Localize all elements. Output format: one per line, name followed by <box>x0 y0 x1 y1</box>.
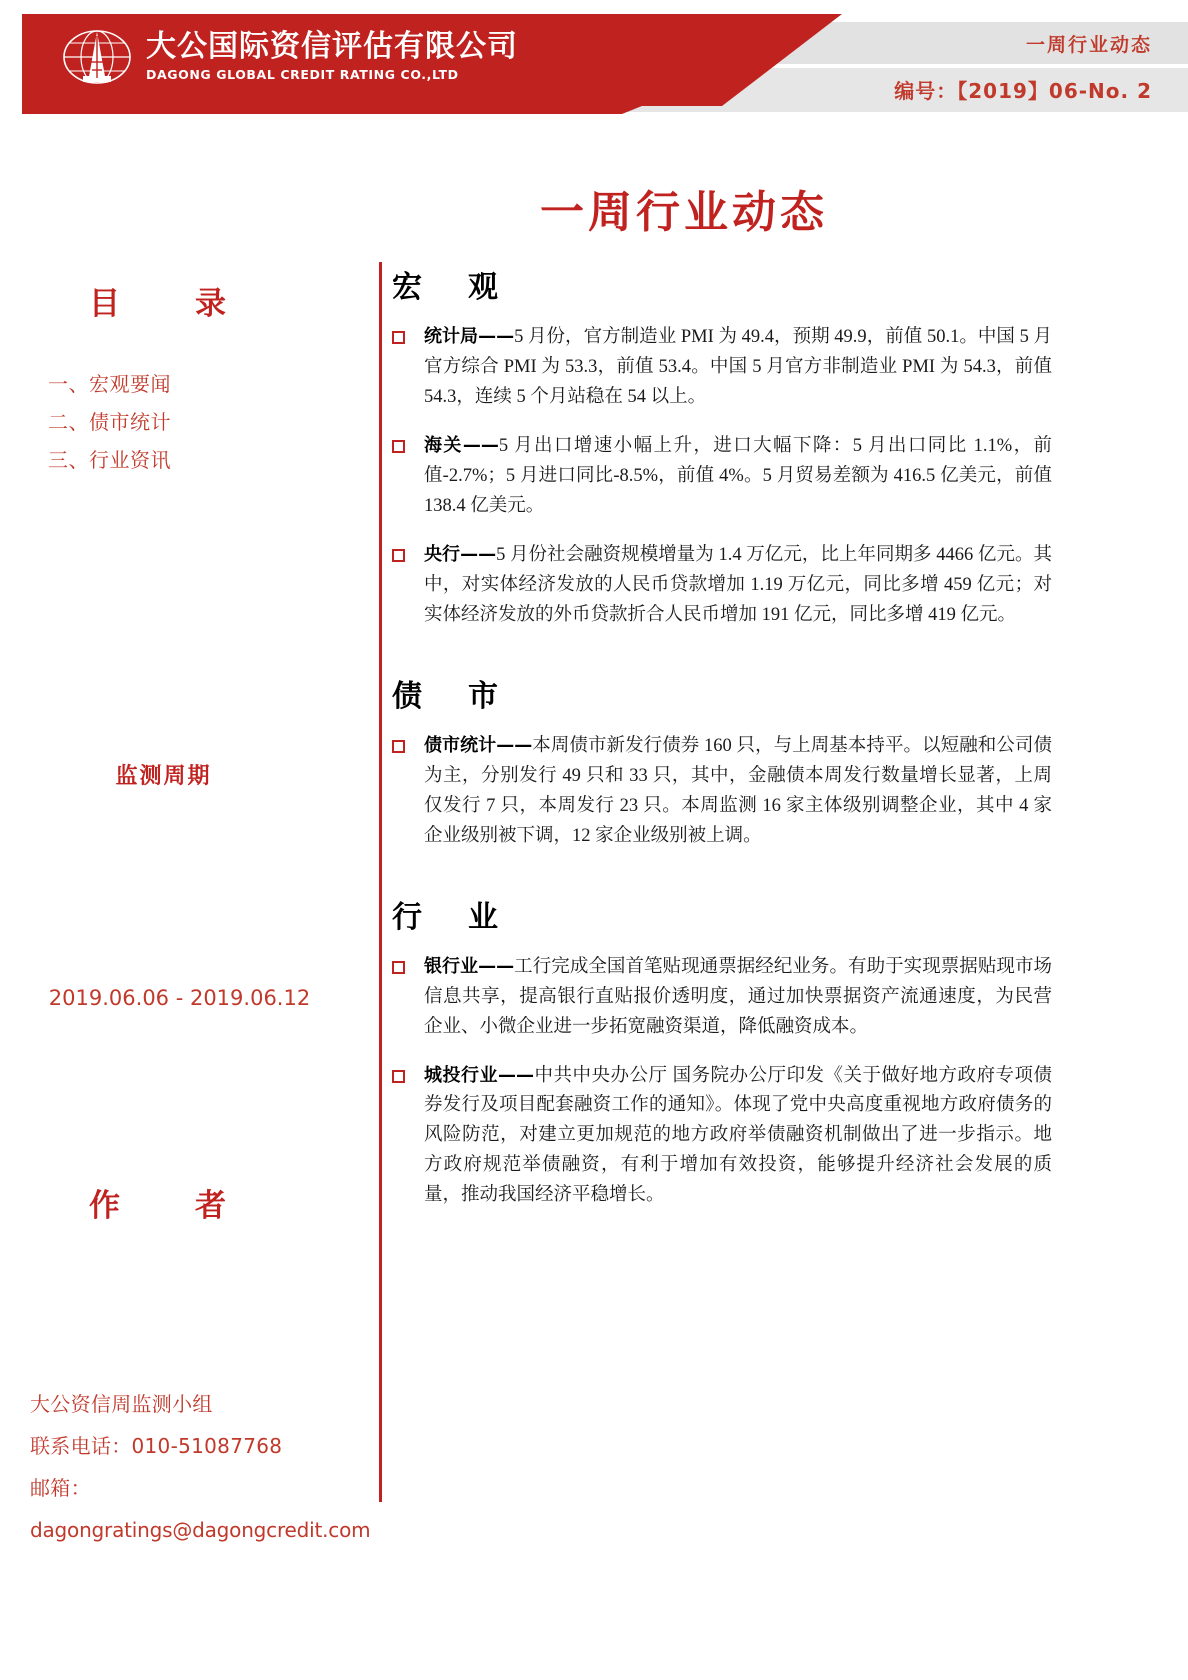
list-item <box>392 322 1052 413</box>
contact-email-label: 邮箱： <box>30 1476 91 1500</box>
period-range: 2019.06.06 - 2019.06.12 <box>48 986 311 1010</box>
contact-phone: 联系电话：010-51087768 <box>30 1434 283 1458</box>
author-heading: 作 者 <box>89 1188 248 1224</box>
square-bullet-icon <box>392 440 405 453</box>
section-heading-macro: 宏 观 <box>392 270 506 305</box>
list-item-lead: 统计局—— <box>424 326 515 347</box>
toc-list <box>0 365 379 479</box>
contact-block <box>0 1383 379 1551</box>
page-header <box>0 0 1188 112</box>
square-bullet-icon <box>392 1070 405 1083</box>
list-item-lead: 债市统计—— <box>424 734 533 756</box>
list-item <box>392 731 1052 852</box>
company-name-cn: 大公国际资信评估有限公司 <box>146 29 518 65</box>
list-item-body <box>424 322 1052 413</box>
section-bond-market-items <box>392 731 1052 852</box>
header-publication-label: 一周行业动态 <box>1025 34 1152 56</box>
list-item-body <box>424 431 1052 522</box>
section-industry-items <box>392 952 1052 1212</box>
list-item-body <box>424 1061 1052 1212</box>
list-item <box>392 540 1052 631</box>
list-item-lead: 银行业—— <box>424 955 515 977</box>
list-item-lead: 海关—— <box>424 434 499 456</box>
square-bullet-icon <box>392 740 405 753</box>
list-item-body <box>424 731 1052 852</box>
square-bullet-icon <box>392 331 405 344</box>
list-item <box>392 1061 1052 1212</box>
list-item-text: 本周债市新发行债券 160 只，与上周基本持平。以短融和公司债为主，分别发行 49 只和 33 只，其中，金融债本周发行数量增长显著，上周仅发行 7 只，本周发行 23 只。本周监测 16 家主体级别调整企业，其中 4 家企业级别被下调，12 家企业级别被上调。 <box>424 735 1052 846</box>
list-item-lead: 城投行业—— <box>424 1064 534 1086</box>
toc-heading: 目 录 <box>89 286 248 322</box>
sidebar <box>0 262 379 1551</box>
header-red-underbar <box>22 106 642 114</box>
globe-monument-logo-icon <box>62 26 132 88</box>
page-title: 一周行业动态 <box>540 187 828 238</box>
contact-team: 大公资信周监测小组 <box>30 1392 213 1416</box>
sidebar-item-macro[interactable]: 一、宏观要闻 <box>48 372 171 396</box>
header-issue-number: 编号：【2019】06-No. 2 <box>894 79 1152 103</box>
list-item-text: 5 月份，官方制造业 PMI 为 49.4，预期 49.9，前值 50.1。中国 5 月官方综合 PMI 为 53.3，前值 53.4。中国 5 月官方非制造业 PMI 为 54.3，前值 54.3，连续 5 个月站稳在 54 以上。 <box>424 327 1052 407</box>
main-content <box>392 262 1052 1229</box>
list-item-body <box>424 540 1052 631</box>
section-macro-items <box>392 322 1052 631</box>
list-item-text: 5 月出口增速小幅上升，进口大幅下降：5 月出口同比 1.1%，前值-2.7%；5 月进口同比-8.5%，前值 4%。5 月贸易差额为 416.5 亿美元，前值 138.4 亿美元。 <box>424 435 1053 516</box>
company-logo <box>62 26 518 88</box>
company-name-en: DAGONG GLOBAL CREDIT RATING CO.,LTD <box>146 67 459 83</box>
list-item-text: 中共中央办公厅 国务院办公厅印发《关于做好地方政府专项债券发行及项目配套融资工作的通知》。体现了党中央高度重视地方政府债务的风险防范，对建立更加规范的地方政府举债融资机制做出了进一步指示。地方政府规范举债融资，有利于增加有效投资，能够提升经济社会发展的质量，推动我国经济平稳增长。 <box>424 1065 1052 1206</box>
period-heading: 监测周期 <box>115 764 212 789</box>
square-bullet-icon <box>392 961 405 974</box>
contact-email[interactable]: dagongratings@dagongcredit.com <box>30 1518 371 1542</box>
square-bullet-icon <box>392 549 405 562</box>
list-item-body <box>424 952 1052 1043</box>
vertical-divider <box>379 262 382 1502</box>
list-item-text: 工行完成全国首笔贴现通票据经纪业务。有助于实现票据贴现市场信息共享，提高银行直贴报价透明度，通过加快票据资产流通速度，为民营企业、小微企业进一步拓宽融资渠道，降低融资成本。 <box>424 956 1052 1037</box>
list-item <box>392 952 1052 1043</box>
sidebar-item-industry[interactable]: 三、行业资讯 <box>48 448 171 472</box>
section-heading-industry: 行 业 <box>392 899 506 935</box>
sidebar-item-bond-market[interactable]: 二、债市统计 <box>48 410 171 434</box>
list-item <box>392 431 1052 522</box>
list-item-lead: 央行—— <box>424 543 497 565</box>
list-item-text: 5 月份社会融资规模增量为 1.4 万亿元，比上年同期多 4466 亿元。其中，对实体经济发放的人民币贷款增加 1.19 万亿元，同比多增 459 亿元；对实体经济发放的外币贷款折合人民币增加 191 亿元，同比多增 419 亿元。 <box>424 544 1053 625</box>
section-heading-bond-market: 债 市 <box>392 678 506 714</box>
